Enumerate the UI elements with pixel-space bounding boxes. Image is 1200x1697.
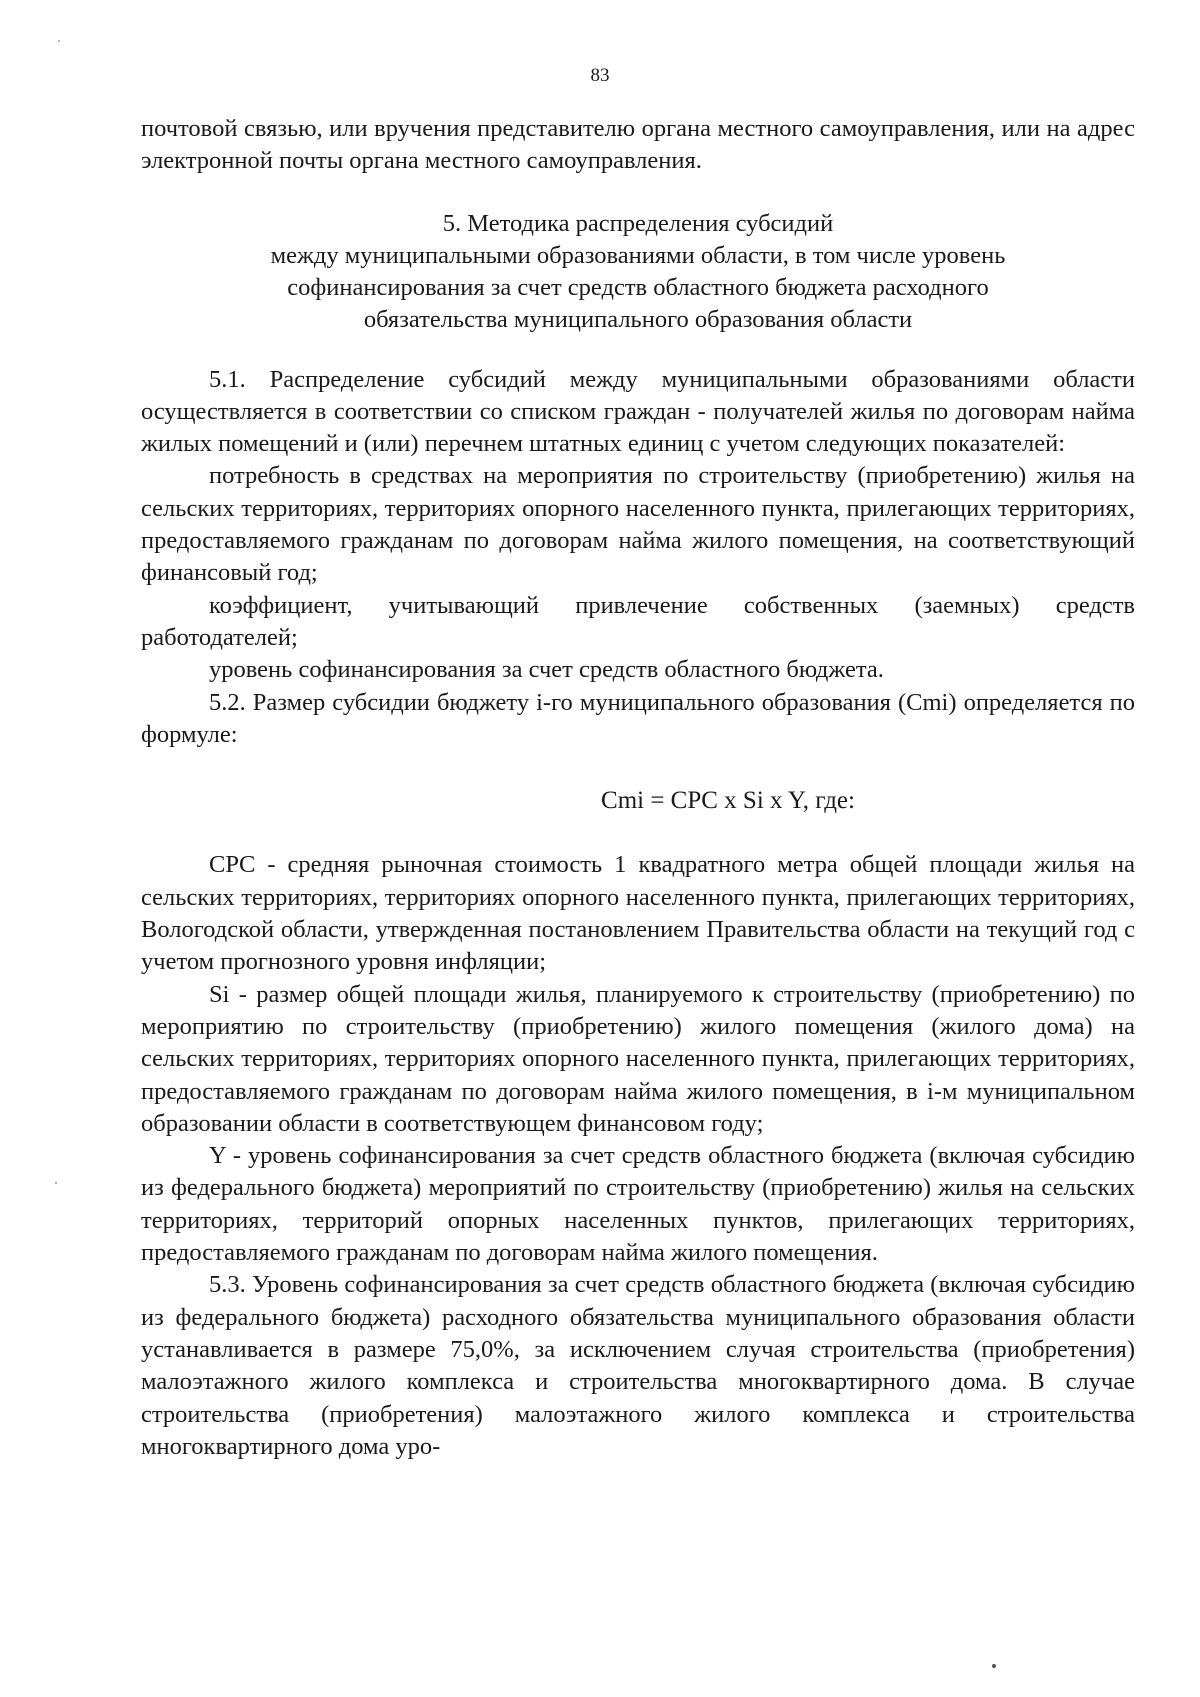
scan-speck (58, 40, 60, 42)
paragraph-5-1-item-coefficient: коэффициент, учитывающий привлечение собственных (заемных) средств работодателей; (141, 591, 1135, 651)
page-number: 83 (590, 65, 610, 86)
paragraph-5-2: 5.2. Размер субсидии бюджету i-го муниципального образования (Cmi) определяется по формуле: (141, 688, 1135, 748)
paragraph-5-1: 5.1. Распределение субсидий между муниципальными образованиями области осуществляется в соответствии со списком граждан - получателей жилья по договорам найма жилых помещений и (или) перечнем штатных единиц с учетом следующих показателей: (141, 365, 1135, 458)
subsidy-formula: Cmi = CPC x Si x Y, где: (601, 787, 855, 815)
section-heading-line-2: между муниципальными образованиями области, в том числе уровень (270, 241, 1006, 269)
intro-paragraph: почтовой связью, или вручения представителю органа местного самоуправления, или на адрес электронной почты органа местного самоуправления. (141, 115, 1135, 175)
scan-speck (992, 1664, 996, 1668)
section-heading (141, 208, 1135, 336)
scan-speck (55, 1182, 57, 1184)
paragraph-5-3: 5.3. Уровень софинансирования за счет средств областного бюджета (включая субсидию из федерального бюджета) расходного обязательства муниципального образования области устанавливается в размере 75,0%, за исключением случая строительства (приобретения) малоэтажного жилого комплекса и строительства многоквартирного дома. В случае строительства (приобретения) малоэтажного жилого комплекса и строительства многоквартирного дома уро- (141, 1271, 1135, 1460)
paragraph-5-1-item-need: потребность в средствах на мероприятия по строительству (приобретению) жилья на сельских территориях, территориях опорного населенного пункта, прилегающих территориях, предоставляемого гражданам по договорам найма жилого помещения, на соответствующий финансовый год; (141, 462, 1135, 587)
paragraph-5-1-item-cofinancing: уровень софинансирования за счет средств областного бюджета. (209, 656, 884, 684)
definition-y: Y - уровень софинансирования за счет средств областного бюджета (включая субсидию из федерального бюджета) мероприятий по строительству (приобретению) жилья на сельских территориях, территорий опорных населенных пунктов, прилегающих территориях, предоставляемого гражданам по договорам найма жилого помещения. (141, 1142, 1135, 1267)
section-heading-line-4: обязательства муниципального образования области (363, 305, 913, 333)
definition-si: Si - размер общей площади жилья, планируемого к строительству (приобретению) по мероприятию по строительству (приобретению) жилого помещения (жилого дома) на сельских территориях, территориях опорного населенного пункта, прилегающих территориях, предоставляемого гражданам по договорам найма жилого помещения, в i-м муниципальном образовании области в соответствующем финансовом году; (141, 980, 1135, 1137)
section-heading-line-1: 5. Методика распределения субсидий (442, 209, 834, 237)
definition-cpc: CPC - средняя рыночная стоимость 1 квадратного метра общей площади жилья на сельских территориях, территориях опорного населенного пункта, прилегающих территориях, Вологодской области, утвержденная постановлением Правительства области на текущий год с учетом прогнозного уровня инфляции; (141, 851, 1135, 976)
document-body (141, 113, 1135, 1463)
section-heading-line-3: софинансирования за счет средств областного бюджета расходного (287, 273, 989, 301)
